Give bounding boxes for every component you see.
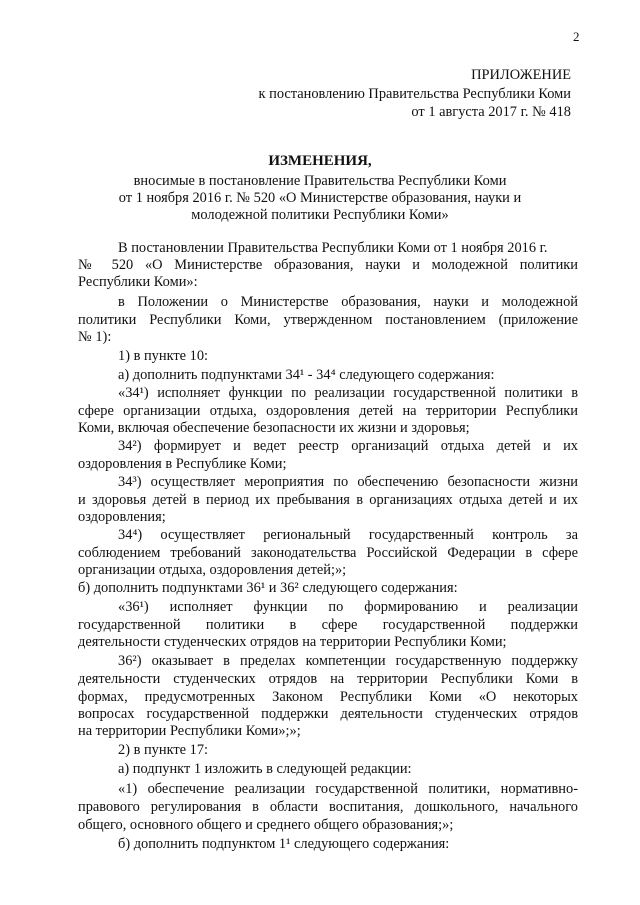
body-line: оздоровления в Республике Коми;	[78, 456, 287, 472]
heading-line-2: от 1 ноября 2016 г. № 520 «О Министерстве образования, науки и	[118, 190, 522, 206]
body-line: а) подпункт 1 изложить в следующей редакции:	[118, 761, 412, 777]
body-line: а) дополнить подпунктами 34¹ - 34⁴ следующего содержания:	[118, 367, 495, 383]
body-line: 34²) формирует и ведет реестр организаций отдыха детей и их	[118, 438, 578, 454]
body-line: б) дополнить подпунктами 36¹ и 36² следующего содержания:	[78, 580, 458, 596]
body-line: формах, предусмотренных Законом Республики Коми «О некоторых	[78, 689, 578, 705]
body-line: «34¹) исполняет функции по реализации государственной политики в	[118, 385, 578, 401]
body-line: 34⁴) осуществляет региональный государственный контроль за	[118, 527, 578, 543]
body-line: сфере организации отдыха, оздоровления детей на территории Республики	[78, 403, 578, 419]
body-line: в Положении о Министерстве образования, науки и молодежной	[118, 294, 578, 310]
body-line: № 520 «О Министерстве образования, науки и молодежной политики	[78, 257, 578, 273]
body-line: организации отдыха, оздоровления детей;»;	[78, 562, 347, 578]
body-line: политики Республики Коми, утвержденном постановлением (приложение	[78, 312, 578, 328]
body-line: Республики Коми»:	[78, 274, 198, 290]
body-line: В постановлении Правительства Республики Коми от 1 ноября 2016 г.	[118, 240, 548, 256]
body-line: правового регулирования в области воспитания, дошкольного, начального	[78, 799, 578, 815]
body-line: соблюдением требований законодательства Российской Федерации в сфере	[78, 545, 578, 561]
body-line: деятельности студенческих отрядов на территории Республики Коми;	[78, 634, 507, 650]
body-line: оздоровления;	[78, 509, 166, 525]
appendix-line-1: к постановлению Правительства Республики Коми	[258, 86, 571, 102]
body-line: б) дополнить подпунктом 1¹ следующего содержания:	[118, 836, 450, 852]
heading-line-3: молодежной политики Республики Коми»	[191, 207, 449, 223]
page-number: 2	[573, 29, 580, 44]
body-line: общего, основного общего и среднего общего образования;»;	[78, 817, 454, 833]
appendix-title: ПРИЛОЖЕНИЕ	[471, 67, 571, 83]
body-line: государственной политики в сфере государственной поддержки	[78, 617, 578, 633]
body-line: «36¹) исполняет функции по формированию и реализации	[118, 599, 578, 615]
body-line: 34³) осуществляет мероприятия по обеспечению безопасности жизни	[118, 474, 578, 490]
body-line: на территории Республики Коми»;»;	[78, 723, 301, 739]
body-line: вопросах государственной поддержки деятельности студенческих отрядов	[78, 706, 578, 722]
body-line: 1) в пункте 10:	[118, 348, 209, 364]
body-line: и здоровья детей в период их пребывания в организациях отдыха детей и их	[78, 492, 578, 508]
body-line: 2) в пункте 17:	[118, 742, 209, 758]
body-line: Коми, включая обеспечение безопасности их жизни и здоровья;	[78, 420, 470, 436]
body-line: 36²) оказывает в пределах компетенции государственную поддержку	[118, 653, 578, 669]
appendix-line-2: от 1 августа 2017 г. № 418	[411, 104, 571, 120]
body-line: «1) обеспечение реализации государственной политики, нормативно-	[118, 781, 578, 797]
body-line: № 1):	[78, 329, 112, 345]
changes-heading: ИЗМЕНЕНИЯ,	[268, 153, 372, 169]
heading-line-1: вносимые в постановление Правительства Республики Коми	[133, 173, 507, 189]
body-line: деятельности студенческих отрядов на территории Республики Коми в	[78, 671, 578, 687]
